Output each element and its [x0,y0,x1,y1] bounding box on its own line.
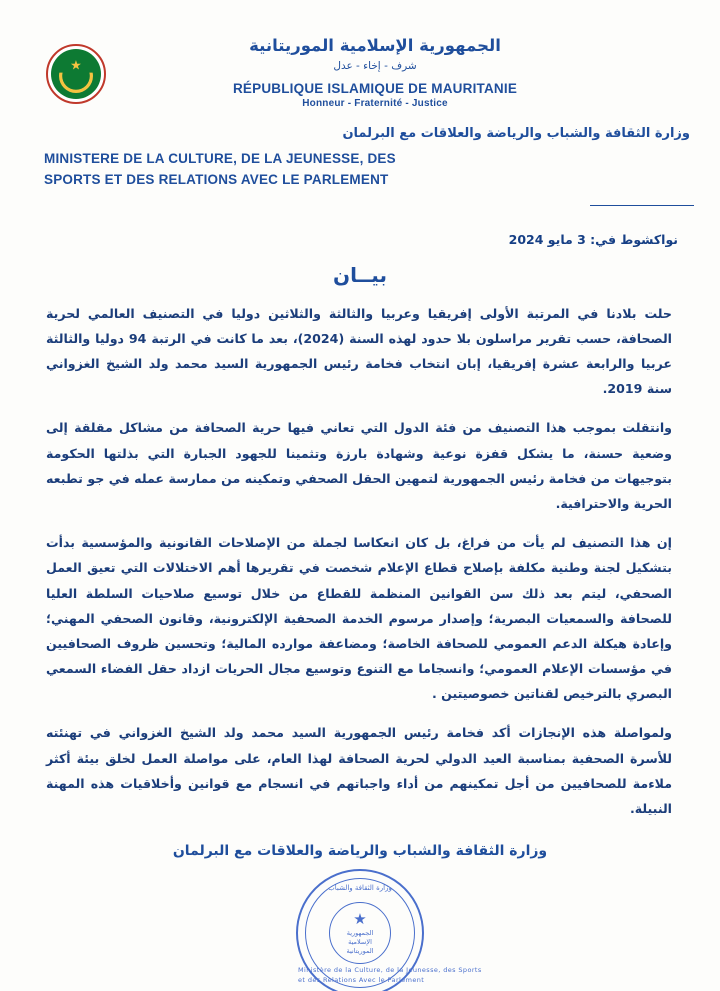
header-divider [590,205,694,206]
stamp-star-icon: ★ [353,910,367,929]
ministry-name-french-line1: MINISTERE DE LA CULTURE, DE LA JEUNESSE, DES [44,150,396,166]
paragraph: ولمواصلة هذه الإنجازات أكد فخامة رئيس الجمهورية السيد محمد ولد الشيخ الغزواني في تهنئته للأسرة الصحفية بمناسبة العيد الدولي لحرية الصحافة لهذا العام، على مواصلة العمل لخلق بيئة أكثر ملاءمة للصحافيين من أجل تمكينهم من أداء واجباتهم في انسجام مع قوانين وأخلاقيات هذه المهنة النبيلة. [46,725,672,817]
stamp-top-arc-text: وزارة الثقافة والشباب [328,884,392,893]
document-body [0,301,720,822]
stamp-core-text: الجمهورية الإسلامية الموريتانية [346,929,374,955]
national-emblem-icon [46,44,106,104]
document-header [0,0,720,118]
official-stamp-icon [296,869,482,991]
page-title: بيــان [333,262,387,287]
stamp-area [0,863,720,991]
paragraph: حلت بلادنا في المرتبة الأولى إفريقيا وعربيا والثالثة والثلاثين دوليا في التصنيف العالمي لحرية الصحافة، حسب تقرير مراسلون بلا حدود لهذه السنة (2024)، بعد ما كانت في الرتبة 94 دوليا والثالثة عربيا والرابعة عشرة إفريقيا، إبان انتخاب فخامة رئيس الجمهورية السيد محمد ولد الشيخ الغزواني سنة 2019. [46,305,672,397]
paragraph: وانتقلت بموجب هذا التصنيف من فئة الدول التي تعاني فيها حرية الصحافة من مشاكل مقلقة إلى وضعية حسنة، ما يشكل قفزة نوعية وشهادة بارزة وتثمينا للجهود الجبارة التي بذلتها الحكومة بتوجيهات من فخامة رئيس الجمهورية لتمهين الحقل الصحفي وتمكينه من ممارسة عمله في جو تطبعه الحرية والاحترافية. [46,420,672,511]
state-motto-arabic: شرف - إخاء - عدل [333,60,417,73]
ministry-block [0,118,720,206]
ministry-name-arabic: وزارة الثقافة والشباب والرياضة والعلاقات مع البرلمان [342,126,690,141]
ministry-name-french-line2: SPORTS ET DES RELATIONS AVEC LE PARLEMENT [44,171,389,187]
stamp-bottom-arc-text-2: et des Relations Avec le Parlement [298,976,425,985]
signature-line: وزارة الثقافة والشباب والرياضة والعلاقات مع البرلمان [172,843,548,860]
state-name-arabic: الجمهورية الإسلامية الموريتانية [249,36,501,55]
emblem-star-icon: ★ [70,58,82,74]
stamp-bottom-arc-text-1: Ministère de la Culture, de la Jeunesse, des Sports [298,966,482,975]
state-motto-french: Honneur - Fraternité - Justice [302,98,448,110]
stamp-core [329,902,391,964]
state-name-french: RÉPUBLIQUE ISLAMIQUE DE MAURITANIE [232,81,518,97]
paragraph: إن هذا التصنيف لم يأت من فراغ، بل كان انعكاسا لجملة من الإصلاحات القانونية والمؤسسية بدأت بتشكيل لجنة وطنية مكلفة بإصلاح قطاع الإعلام شخصت في تقريرها أهم الاختلالات التي تعيق العمل الصحفي، ليتم بعد ذلك سن القوانين المنظمة للقطاع من خلال توسيع صلاحيات السلطة العليا للصحافة والسمعيات البصرية؛ وإصدار مرسوم الخدمة الصحفية الإلكترونية، وقانون الصحفي المهني؛ وإعادة هيكلة الدعم العمومي للصحافة الخاصة؛ ومضاعفة موارده المالية؛ وتحسين ظروف الصحافيين في مؤسسات الإعلام العمومي؛ وانسجاما مع التنوع وتوسيع مجال الحريات ازداد حقل الفضاء السمعي البصري بالترخيص لقناتين خصوصيتين . [46,535,672,702]
place-and-date: نواكشوط في: 3 مايو 2024 [508,231,678,247]
ministry-name-french [26,149,694,191]
